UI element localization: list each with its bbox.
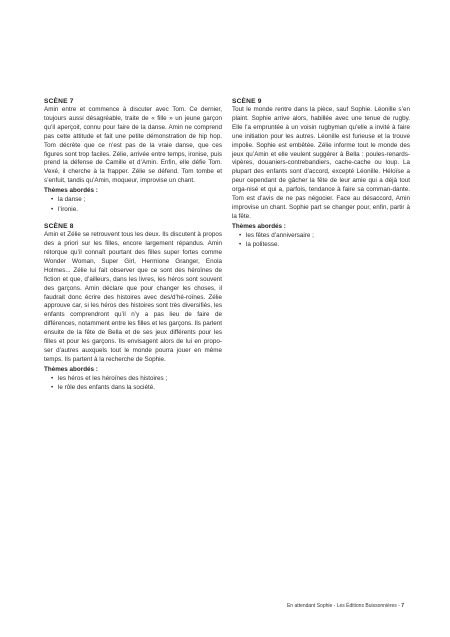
list-item: • le rôle des enfants dans la société. (58, 383, 222, 393)
right-column (232, 98, 410, 250)
scene-7-title: SCÈNE 7 (44, 98, 74, 105)
page-footer (287, 603, 404, 609)
scene-8-themes-label: Thèmes abordés : (44, 365, 98, 373)
scene-7-summary: Amin entre et commence à discuter avec Tom. Ce dernier, toujours aussi désagréable, traite de « fille » un jeune garçon qu’il aperçoit, connu pour faire de la danse. Amin ne comprend pas cette attitude et fait une petite démonstration de hip hop. Tom décrète que ce n’est pas de la vraie danse, que ces figures sont trop faciles. Zélie, arrivée entre temps, ironise, puis prend la défense de Camille et d’Amin. Enfin, elle défie Tom. Vexé, il cherche à la frapper. Zélie se défend. Tom tombe et s’enfuit, tandis qu’Amin, moqueur, improvise un chant. (44, 106, 222, 185)
scene-8-themes-list (44, 374, 222, 393)
scene-8-summary: Amin et Zélie se retrouvent tous les deux. Ils discutent à propos des a priori sur les filles, encore largement répandus. Amin rétorque qu’il connaît pourtant des filles super fortes comme Wonder Woman, Super Girl, Hermione Granger, Enola Holmes... Zélie lui fait observer que ce sont des héroïnes de fiction et que, d’ailleurs, dans les livres, les héros sont souvent des garçons. Amin déclare que pour changer les choses, il faudrait donc écrire des histoires avec des/d’hé-roïnes. Zélie approuve car, si les héros des histoires sont très diversifiés, les enfants comprendront qu’il n’y a pas lieu de faire de différences, notamment entre les filles et les garçons. Ils parlent ensuite de la fête de Bella et de ses jeux différents pour les filles et pour les garçons. Ils envisagent alors de lui en propo-ser d’autres auxquels tout le monde pourra jouer en même temps. Ils partent à la recherche de Sophie. (44, 231, 222, 363)
scene-9-title: SCÈNE 9 (232, 98, 262, 105)
left-column (44, 98, 222, 393)
scene-9-section (232, 98, 410, 250)
list-item: • l’ironie. (58, 205, 222, 215)
scene-9-themes-list (232, 231, 410, 250)
footer-text: En attendant Sophie - Les Éditions Buissonnières - (286, 603, 402, 609)
list-item: • les fêtes d’anniversaire ; (246, 231, 410, 241)
scene-7-themes-list (44, 195, 222, 214)
scene-7-section (44, 98, 222, 214)
scene-7-themes-label: Thèmes abordés : (44, 187, 98, 195)
list-item: • les héros et les héroïnes des histoires ; (58, 374, 222, 384)
scene-8-title: SCÈNE 8 (44, 223, 74, 231)
scene-9-themes-label: Thèmes abordés : (232, 222, 286, 230)
list-item: • la danse ; (58, 195, 222, 205)
page-number: 7 (401, 603, 404, 609)
list-item: • la politesse. (246, 240, 410, 250)
scene-8-section (44, 223, 222, 393)
scene-9-summary: Tout le monde rentre dans la pièce, sauf Sophie. Léonille s’en plaint. Sophie arrive alors, habillée avec une tenue de rugby. Elle l’a empruntée à un voisin rugbyman qu’elle a invité à faire une initiation pour les autres. Léonille est furieuse et la trouve impolie. Sophie est embêtée. Zélie informe tout le monde des jeux qu’Amin et elle veulent suggérer à Bella : poules-renards-vipères, douaniers-contrebandiers, cache-cache ou loup. La plupart des enfants sont d’accord, excepté Léonille. Héloïse a peur cependant de gâcher la fête de leur amie qui a déjà tout orga-nisé et qui a, parfois, tendance à faire sa comman-dante. Tom est d’avis de ne pas négocier. Face au désaccord, Amin improvise un chant. Sophie part se changer pour, enfin, partir à la fête. (232, 106, 410, 220)
